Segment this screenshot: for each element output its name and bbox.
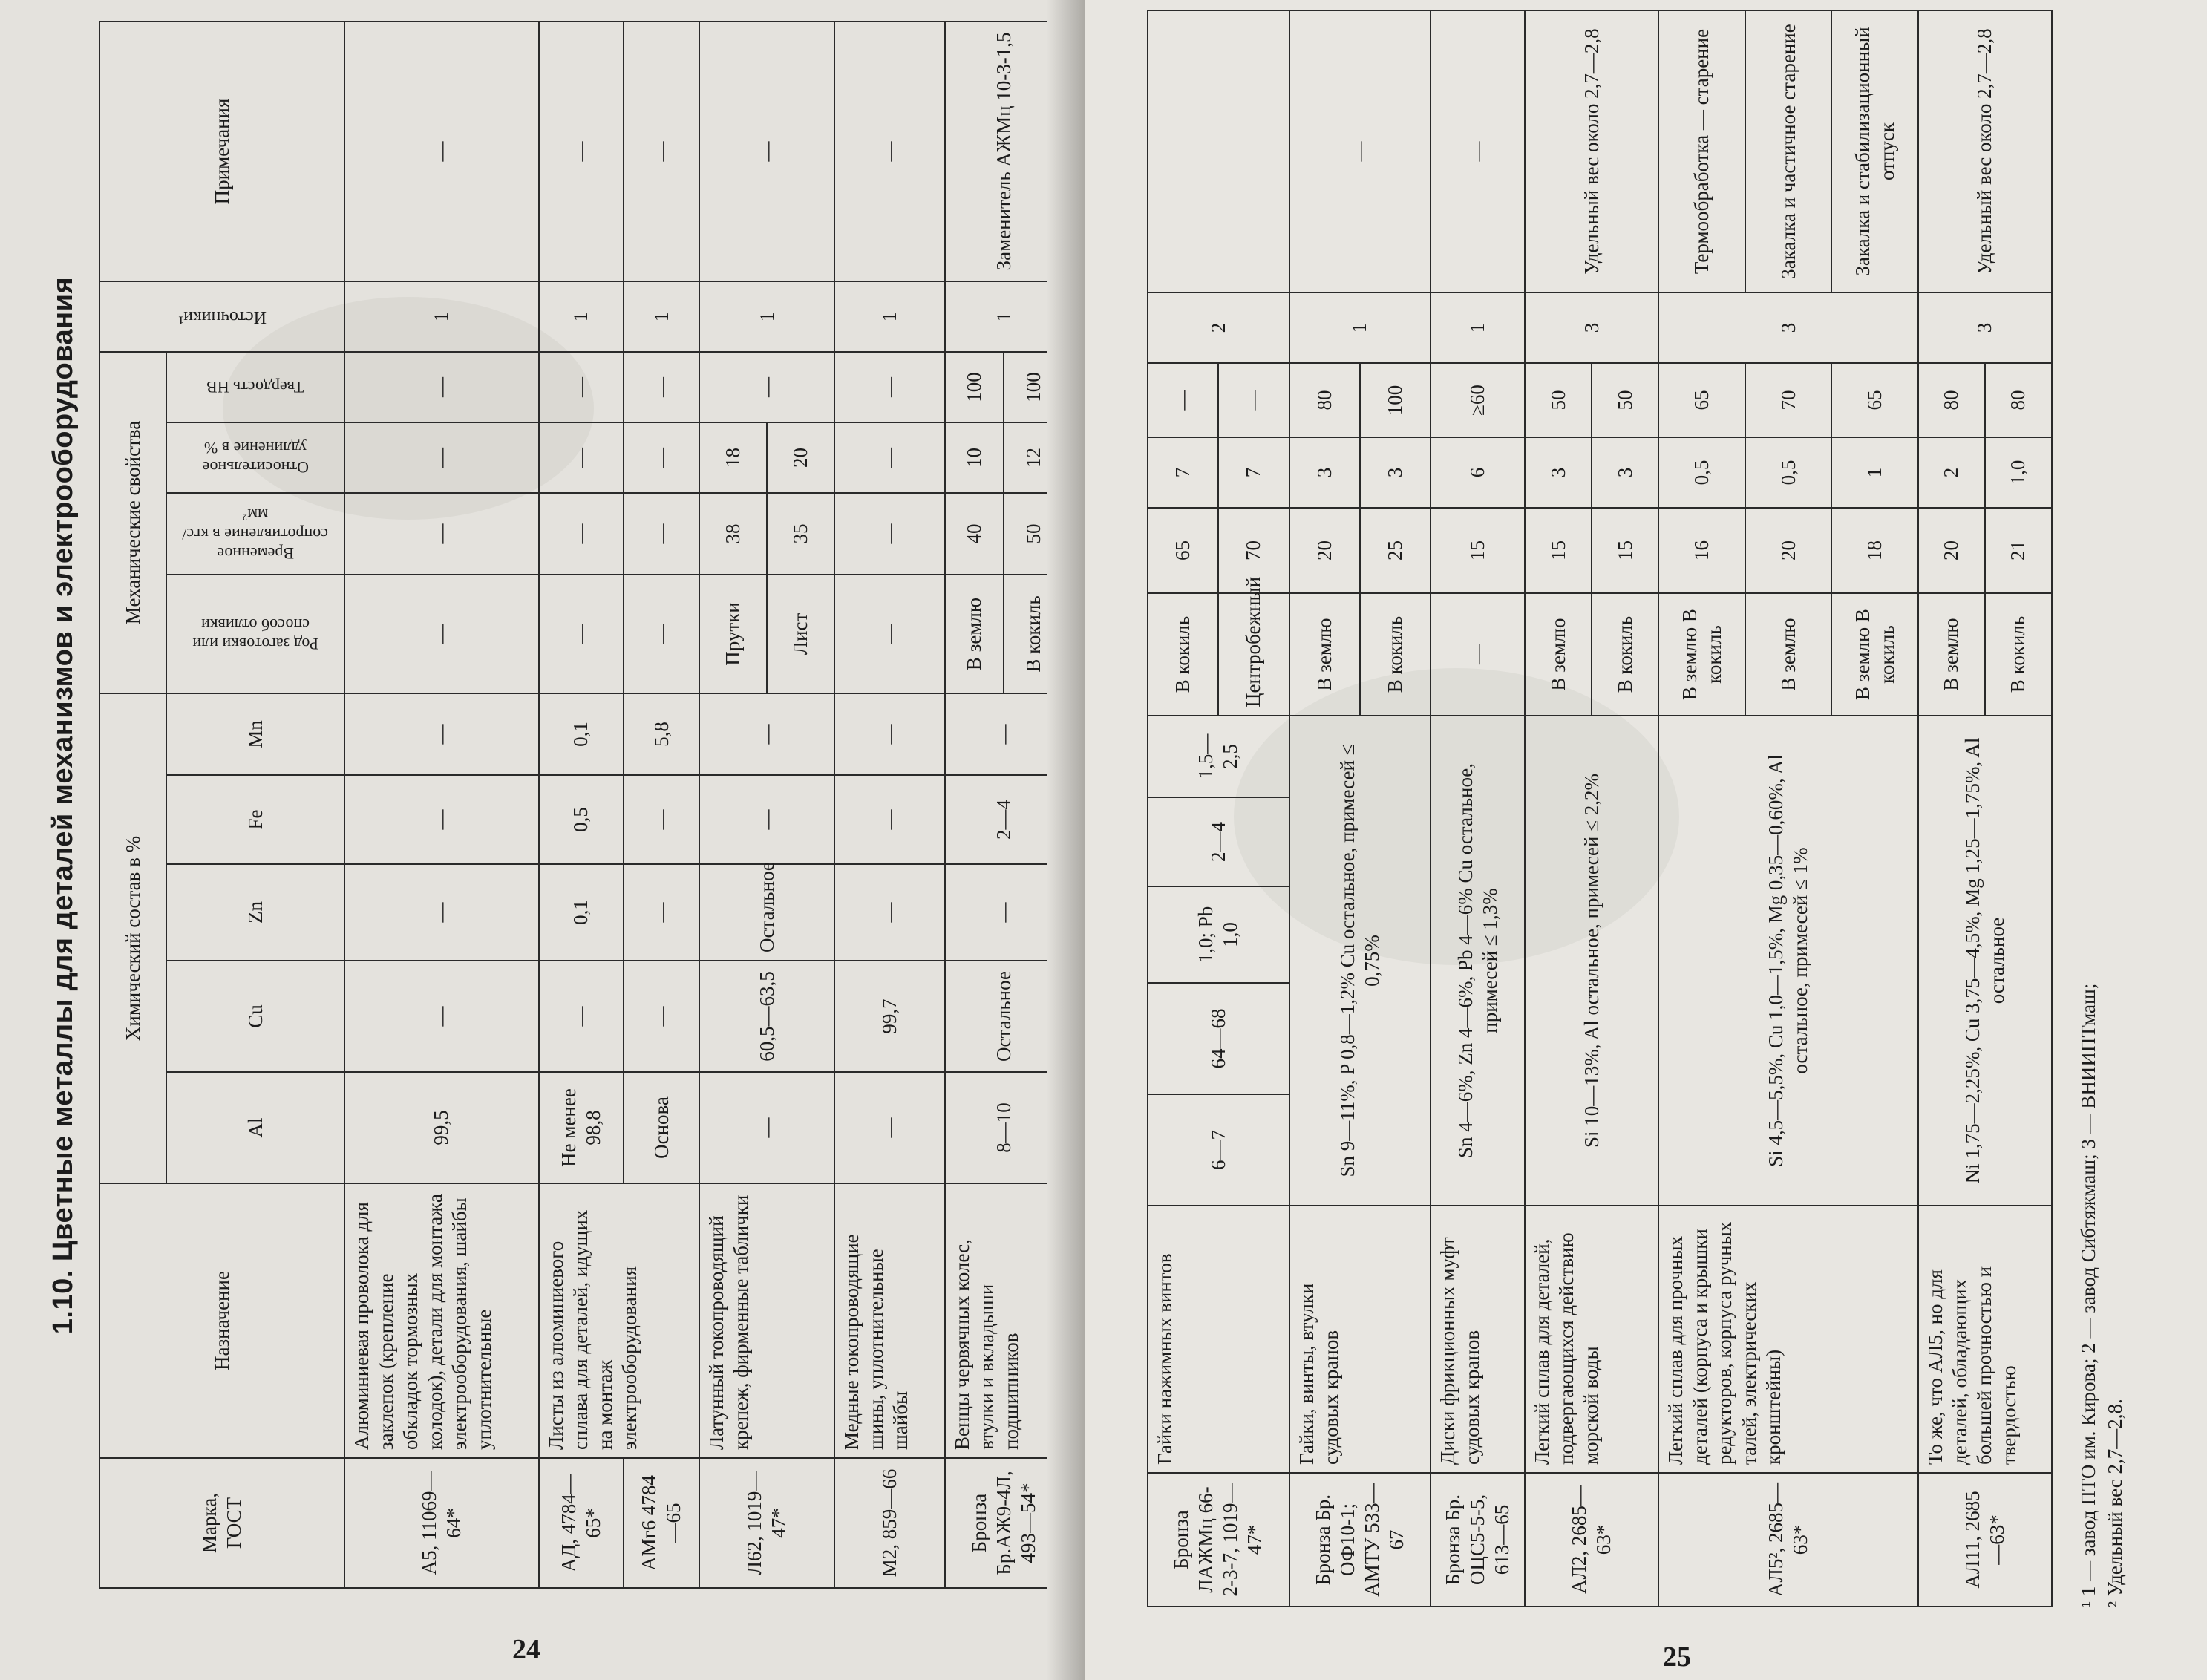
cell-strength: 35 [767,493,834,575]
cell-source: 1 [834,281,944,352]
cell-strength: 16 [1658,508,1745,593]
cell-note: Заменитель АЖМц 10-3-1,5 [945,22,1063,281]
cell-cu: 64—68 [1148,983,1289,1094]
header-grade: Марка, ГОСТ [99,1458,344,1588]
cell-note: — [834,22,944,281]
cell-strength: 18 [1831,508,1918,593]
cell-blank: В кокиль [1360,593,1431,716]
cell-composition: Ni 1,75—2,25%, Cu 3,75—4,5%, Mg 1,25—1,75%, Al остальное [1918,716,2052,1206]
cell-strength: 25 [1360,508,1431,593]
cell-mn: — [945,693,1063,775]
header-hardness: Твердость HB [166,352,344,422]
cell-purpose: Латунный токопроводящий крепеж, фирменные таблички [699,1183,834,1458]
cell-strength: — [834,493,944,575]
cell-hardness: — [344,352,539,422]
cell-elongation: 2 [1918,437,1985,508]
cell-source: 3 [1658,292,1918,363]
cell-hardness: — [1218,363,1289,437]
cell-hardness: 80 [1918,363,1985,437]
cell-strength: 20 [1289,508,1360,593]
cell-elongation: 3 [1289,437,1360,508]
cell-elongation: 12 [1004,422,1063,493]
table-row [1289,10,1360,1607]
cell-cu: — [344,961,539,1072]
cell-blank: В кокиль [1592,593,1658,716]
cell-grade: Бронза Бр.АЖ9-4Л, 493—54* [945,1458,1063,1588]
cell-purpose: Венцы червячных колес, втулки и вкладыши подшипников [945,1183,1063,1458]
cell-strength: 65 [1148,508,1218,593]
cell-grade: АЛ11, 2685—63* [1918,1473,2052,1607]
cell-source: 2 [1148,292,1289,363]
cell-blank: В кокиль [1148,593,1218,716]
cell-hardness: 80 [1985,363,2052,437]
cell-elongation: 3 [1525,437,1592,508]
cell-source: 1 [624,281,699,352]
cell-hardness: 65 [1658,363,1745,437]
cell-source: 1 [699,281,834,352]
cell-elongation: 0,5 [1745,437,1832,508]
cell-zn: 0,1 [539,864,624,961]
cell-mn: — [834,693,944,775]
page-number: 24 [512,1634,540,1665]
cell-elongation: 6 [1431,437,1525,508]
header-al: Al [166,1072,344,1183]
header-notes: Примечания [99,22,344,281]
cell-zn: — [624,864,699,961]
cell-elongation: — [834,422,944,493]
cell-mn: 1,5—2,5 [1148,716,1289,797]
header-mn: Mn [166,693,344,775]
cell-elongation: — [539,422,624,493]
cell-hardness: 100 [1004,352,1063,422]
cell-elongation: — [344,422,539,493]
cell-strength: 20 [1745,508,1832,593]
cell-blank: — [539,575,624,693]
cell-source: 1 [945,281,1063,352]
cell-fe: 2—4 [1148,797,1289,886]
page-number: 25 [1663,1641,1691,1673]
cell-blank: Лист [767,575,834,693]
cell-hardness: — [1148,363,1218,437]
header-cu: Cu [166,961,344,1072]
cell-blank: — [624,575,699,693]
cell-zn: — [834,864,944,961]
cell-strength: 40 [945,493,1004,575]
cell-source: 3 [1525,292,1658,363]
cell-blank: — [344,575,539,693]
cell-source: 1 [1431,292,1525,363]
cell-fe: — [624,775,699,864]
cell-elongation: 10 [945,422,1004,493]
cell-mn: — [344,693,539,775]
cell-strength: 15 [1431,508,1525,593]
cell-purpose: Гайки нажимных винтов [1148,1206,1289,1473]
table-row [1918,10,1985,1607]
cell-composition: Sn 9—11%, P 0,8—1,2% Cu остальное, примесей ≤ 0,75% [1289,716,1431,1206]
left-page [0,0,1084,1680]
cell-source: 1 [1289,292,1431,363]
cell-grade: Бронза Бр. ОФ10-1; АМТУ 533—67 [1289,1473,1431,1607]
cell-hardness: 100 [945,352,1004,422]
metals-table-left [99,21,1064,1589]
table-row [539,22,624,1588]
cell-strength: 21 [1985,508,2052,593]
cell-elongation: 1,0 [1985,437,2052,508]
cell-source: 3 [1918,292,2052,363]
cell-blank: В землю [1745,593,1832,716]
cell-note: — [1289,10,1431,292]
cell-hardness: 50 [1592,363,1658,437]
cell-hardness: 50 [1525,363,1592,437]
table-row [1658,10,1745,1607]
cell-al: 6—7 [1148,1094,1289,1206]
header-zn: Zn [166,864,344,961]
table-row [834,22,944,1588]
header-purpose: Назначение [99,1183,344,1458]
cell-al: 99,5 [344,1072,539,1183]
cell-composition: Si 10—13%, Al остальное, примесей ≤ 2,2% [1525,716,1658,1206]
cell-blank: В землю [1525,593,1592,716]
cell-mn: 5,8 [624,693,699,775]
cell-mn: — [699,693,834,775]
cell-hardness: 100 [1360,363,1431,437]
cell-note: Термообработка — старение [1658,10,1745,292]
header-fe: Fe [166,775,344,864]
cell-purpose: То же, что АЛ5, но для деталей, обладающих большей прочностью и твердостью [1918,1206,2052,1473]
cell-blank: В землю [1918,593,1985,716]
footnote-2: ² Удельный вес 2,7—2,8. [2104,1399,2126,1607]
header-mechanical: Механические свойства [99,352,166,693]
cell-hardness: — [834,352,944,422]
cell-strength: 15 [1592,508,1658,593]
cell-elongation: 0,5 [1658,437,1745,508]
cell-blank: Центробежный [1218,593,1289,716]
cell-elongation: 7 [1148,437,1218,508]
footnote-1: ¹ 1 — завод ПТО им. Кирова; 2 — завод Сибтяжмаш; 3 — ВНИИПТмаш; [2077,983,2099,1607]
cell-source: 1 [539,281,624,352]
cell-blank: Прутки [699,575,767,693]
cell-fe: 0,5 [539,775,624,864]
cell-cu: 60,5—63,5 [699,961,834,1072]
cell-blank: В кокиль [1004,575,1063,693]
cell-grade: М2, 859—66 [834,1458,944,1588]
cell-blank: В землю В кокиль [1831,593,1918,716]
footnotes [2075,11,2128,1607]
cell-zn: — [945,864,1063,961]
cell-composition: Sn 4—6%, Zn 4—6%, Pb 4—6% Cu остальное, примесей ≤ 1,3% [1431,716,1525,1206]
cell-elongation: 3 [1592,437,1658,508]
cell-cu: — [624,961,699,1072]
cell-note: Удельный вес около 2,7—2,8 [1918,10,2052,292]
cell-zn: Остальное [699,864,834,961]
cell-strength: — [624,493,699,575]
cell-zn: 1,0; Pb 1,0 [1148,886,1289,983]
cell-fe: — [344,775,539,864]
cell-grade: Л62, 1019—47* [699,1458,834,1588]
cell-hardness: — [699,352,834,422]
table-row [1148,10,1218,1607]
cell-blank: В кокиль [1985,593,2052,716]
cell-grade: А5, 11069—64* [344,1458,539,1588]
cell-cu: Остальное [945,961,1063,1072]
cell-al: Основа [624,1072,699,1183]
cell-grade: Бронза ЛАЖМц 66-2-3-7, 1019—47* [1148,1473,1289,1607]
cell-strength: — [539,493,624,575]
table-row [699,22,767,1588]
cell-hardness: 80 [1289,363,1360,437]
cell-strength: — [344,493,539,575]
cell-source: 1 [344,281,539,352]
header-blank-type: Род заготовки или способ отливки [166,575,344,693]
cell-elongation: 7 [1218,437,1289,508]
cell-note: Закалка и частичное старение [1745,10,1832,292]
cell-al: Не менее 98,8 [539,1072,624,1183]
table-row [344,22,539,1588]
cell-note: — [624,22,699,281]
cell-purpose: Медные токопроводящие шины, уплотнительные шайбы [834,1183,944,1458]
cell-note [1148,10,1289,292]
cell-mn: 0,1 [539,693,624,775]
cell-strength: 70 [1218,508,1289,593]
table-row [1525,10,1592,1607]
cell-elongation: 18 [699,422,767,493]
cell-cu: — [539,961,624,1072]
cell-hardness: 65 [1831,363,1918,437]
cell-blank: В землю В кокиль [1658,593,1745,716]
cell-al: — [834,1072,944,1183]
cell-blank: В землю [1289,593,1360,716]
cell-hardness: — [539,352,624,422]
table-row [1431,10,1525,1607]
cell-hardness: 70 [1745,363,1832,437]
cell-purpose: Гайки, винты, втулки судовых кранов [1289,1206,1431,1473]
cell-hardness: ≥60 [1431,363,1525,437]
metals-table-right [1147,10,2053,1607]
cell-hardness: — [624,352,699,422]
cell-grade: АМг6 4784—65 [624,1458,699,1588]
cell-purpose: Легкий сплав для деталей, подвергающихся действию морской воды [1525,1206,1658,1473]
left-page-content [41,22,1065,1589]
cell-strength: 15 [1525,508,1592,593]
cell-purpose: Листы из алюминиевого сплава для деталей, идущих на монтаж электрооборудования [539,1183,699,1458]
cell-strength: 50 [1004,493,1063,575]
cell-grade: АЛ5², 2685—63* [1658,1473,1918,1607]
table-row [945,22,1004,1588]
cell-purpose: Легкий сплав для прочных деталей (корпуса и крышки редукторов, корпуса ручных талей, электрических кронштейны) [1658,1206,1918,1473]
cell-fe: — [834,775,944,864]
header-composition: Химический состав в % [99,693,166,1183]
cell-fe: — [699,775,834,864]
cell-strength: 20 [1918,508,1985,593]
header-sources: Источники¹ [99,281,344,352]
cell-grade: Бронза Бр. ОЦС5-5-5, 613—65 [1431,1473,1525,1607]
cell-zn: — [344,864,539,961]
cell-al: — [699,1072,834,1183]
cell-elongation: 20 [767,422,834,493]
cell-grade: АЛ2, 2685—63* [1525,1473,1658,1607]
cell-cu: 99,7 [834,961,944,1072]
table-title: 1.10. Цветные металлы для деталей механизмов и электрооборудования [48,276,79,1335]
cell-note: Закалка и стабилизационный отпуск [1831,10,1918,292]
cell-strength: 38 [699,493,767,575]
header-strength: Временное сопротивление в кгс/мм² [166,493,344,575]
cell-note: Удельный вес около 2,7—2,8 [1525,10,1658,292]
cell-grade: АД, 4784—65* [539,1458,624,1588]
cell-blank: В землю [945,575,1004,693]
cell-note: — [344,22,539,281]
cell-blank: — [1431,593,1525,716]
cell-note: — [699,22,834,281]
cell-note: — [539,22,624,281]
right-page-content [1132,11,2186,1607]
cell-blank: — [834,575,944,693]
cell-elongation: 1 [1831,437,1918,508]
cell-elongation: — [624,422,699,493]
cell-fe: 2—4 [945,775,1063,864]
cell-composition: Si 4,5—5,5%, Cu 1,0—1,5%, Mg 0,35—0,60%, Al остальное, примесей ≤ 1% [1658,716,1918,1206]
cell-purpose: Алюминиевая проволока для заклепок (крепление обкладок тормозных колодок), детали для монтажа электрооборудования, шайбы уплотнительные [344,1183,539,1458]
header-elongation: Относительное удлинение в % [166,422,344,493]
cell-elongation: 3 [1360,437,1431,508]
cell-purpose: Диски фрикционных муфт судовых кранов [1431,1206,1525,1473]
cell-note: — [1431,10,1525,292]
cell-al: 8—10 [945,1072,1063,1183]
